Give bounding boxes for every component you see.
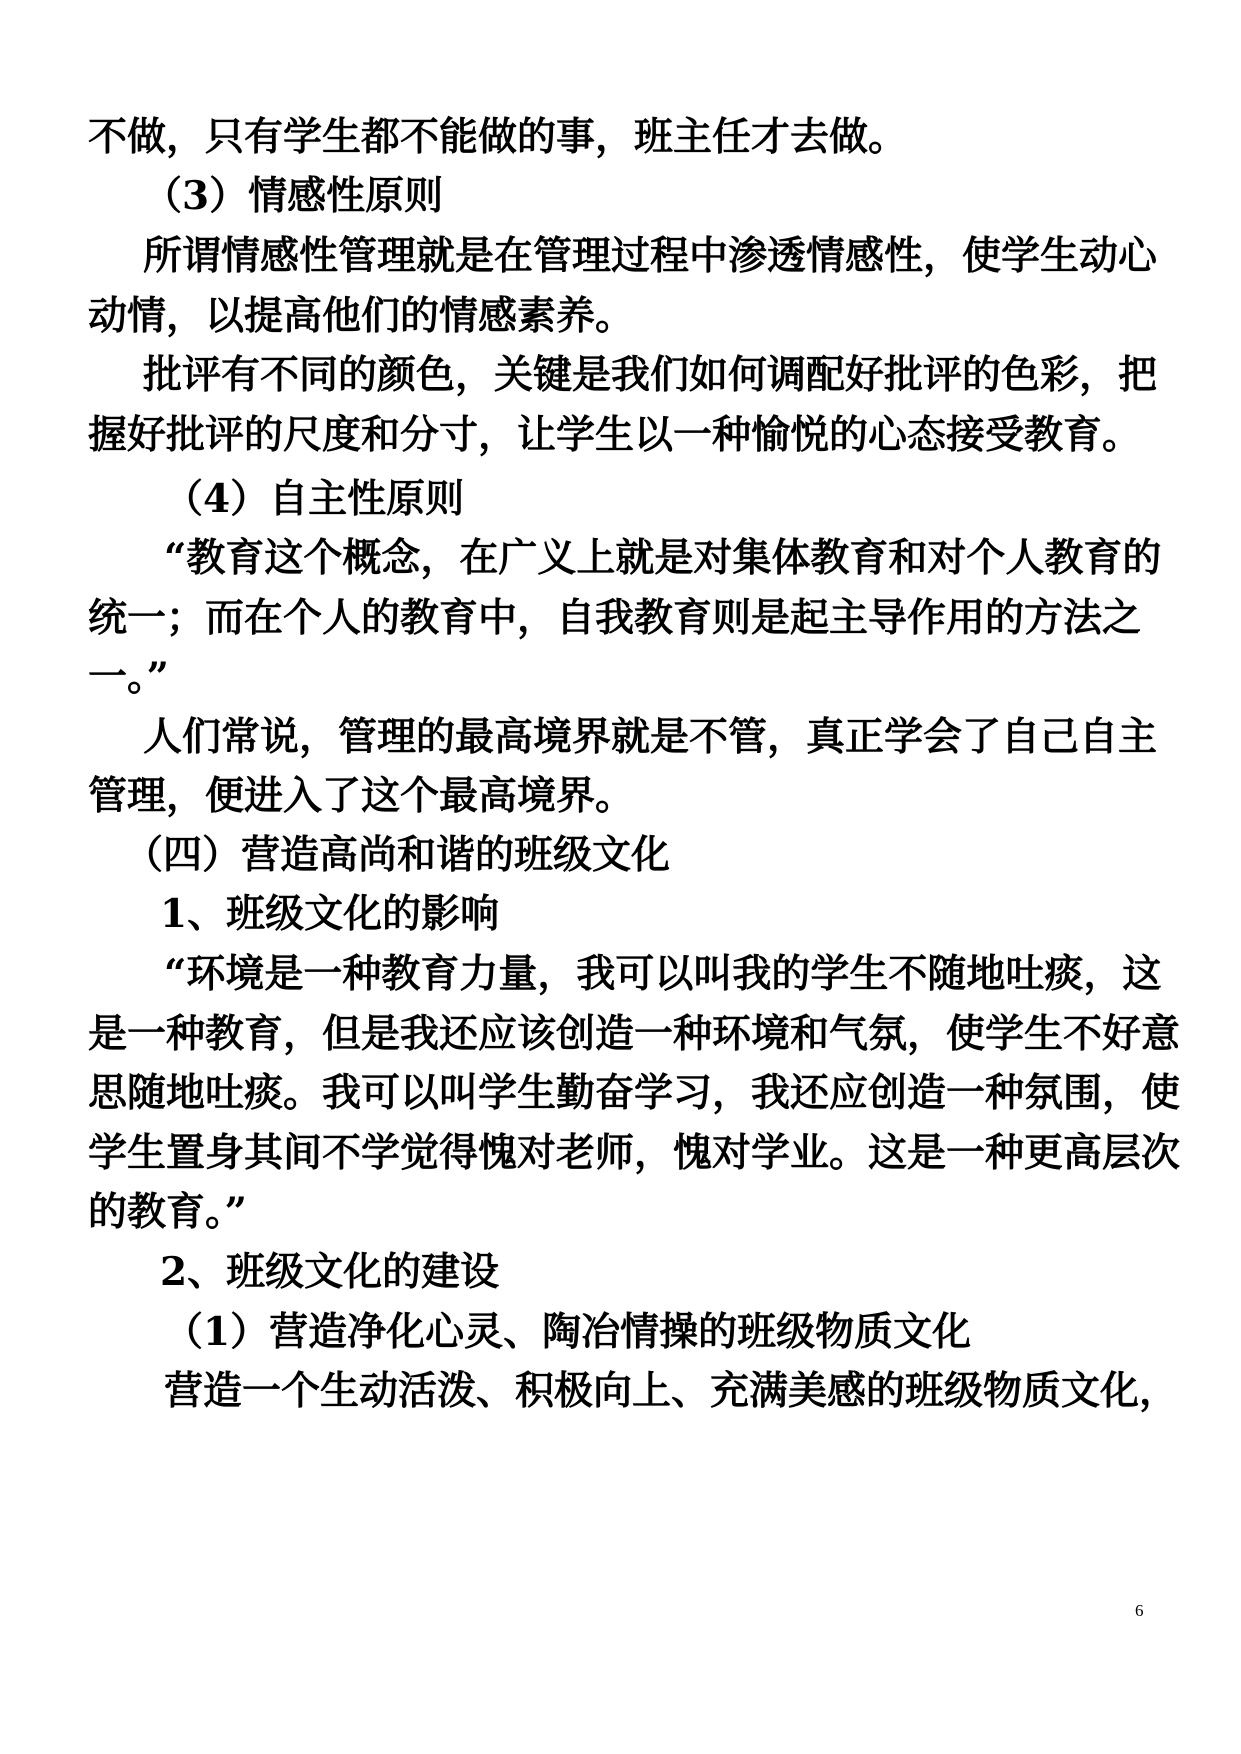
quote-line: 思随地吐痰。我可以叫学生勤奋学习，我还应创造一种氛围，使 — [88, 1070, 1181, 1116]
quote-line: 是一种教育，但是我还应该创造一种环境和气氛，使学生不好意 — [88, 1011, 1181, 1057]
text-line: 动情，以提高他们的情感素养。 — [88, 293, 635, 339]
text-line: 营造一个生动活泼、积极向上、充满美感的班级物质文化， — [164, 1368, 1179, 1414]
quote-line: “教育这个概念，在广义上就是对集体教育和对个人教育的 — [164, 535, 1162, 581]
subheading-culture-influence: 1、班级文化的影响 — [160, 891, 500, 937]
subheading-material-culture: （1）营造净化心灵、陶冶情操的班级物质文化 — [164, 1309, 972, 1355]
text-line: 所谓情感性管理就是在管理过程中渗透情感性，使学生动心 — [143, 233, 1158, 279]
quote-line: 学生置身其间不学觉得愧对老师，愧对学业。这是一种更高层次 — [88, 1130, 1181, 1176]
subheading-culture-building: 2、班级文化的建设 — [160, 1249, 500, 1295]
quote-line: 统一；而在个人的教育中，自我教育则是起主导作用的方法之 — [88, 595, 1142, 641]
text-line: 不做，只有学生都不能做的事，班主任才去做。 — [88, 114, 908, 160]
quote-line: 一。” — [88, 654, 169, 700]
subheading-emotional-principle: （3）情感性原则 — [143, 173, 444, 219]
text-line: 人们常说，管理的最高境界就是不管，真正学会了自己自主 — [143, 714, 1158, 760]
quote-line: 的教育。” — [88, 1189, 247, 1235]
text-line: 握好批评的尺度和分寸，让学生以一种愉悦的心态接受教育。 — [88, 412, 1142, 458]
section-heading-class-culture: （四）营造高尚和谐的班级文化 — [124, 832, 671, 878]
subheading-autonomy-principle: （4）自主性原则 — [164, 476, 465, 522]
text-line: 批评有不同的颜色，关键是我们如何调配好批评的色彩，把 — [143, 352, 1158, 398]
page-number: 6 — [1135, 1601, 1144, 1620]
text-line: 管理，便进入了这个最高境界。 — [88, 773, 635, 819]
quote-line: “环境是一种教育力量，我可以叫我的学生不随地吐痰，这 — [164, 951, 1162, 997]
